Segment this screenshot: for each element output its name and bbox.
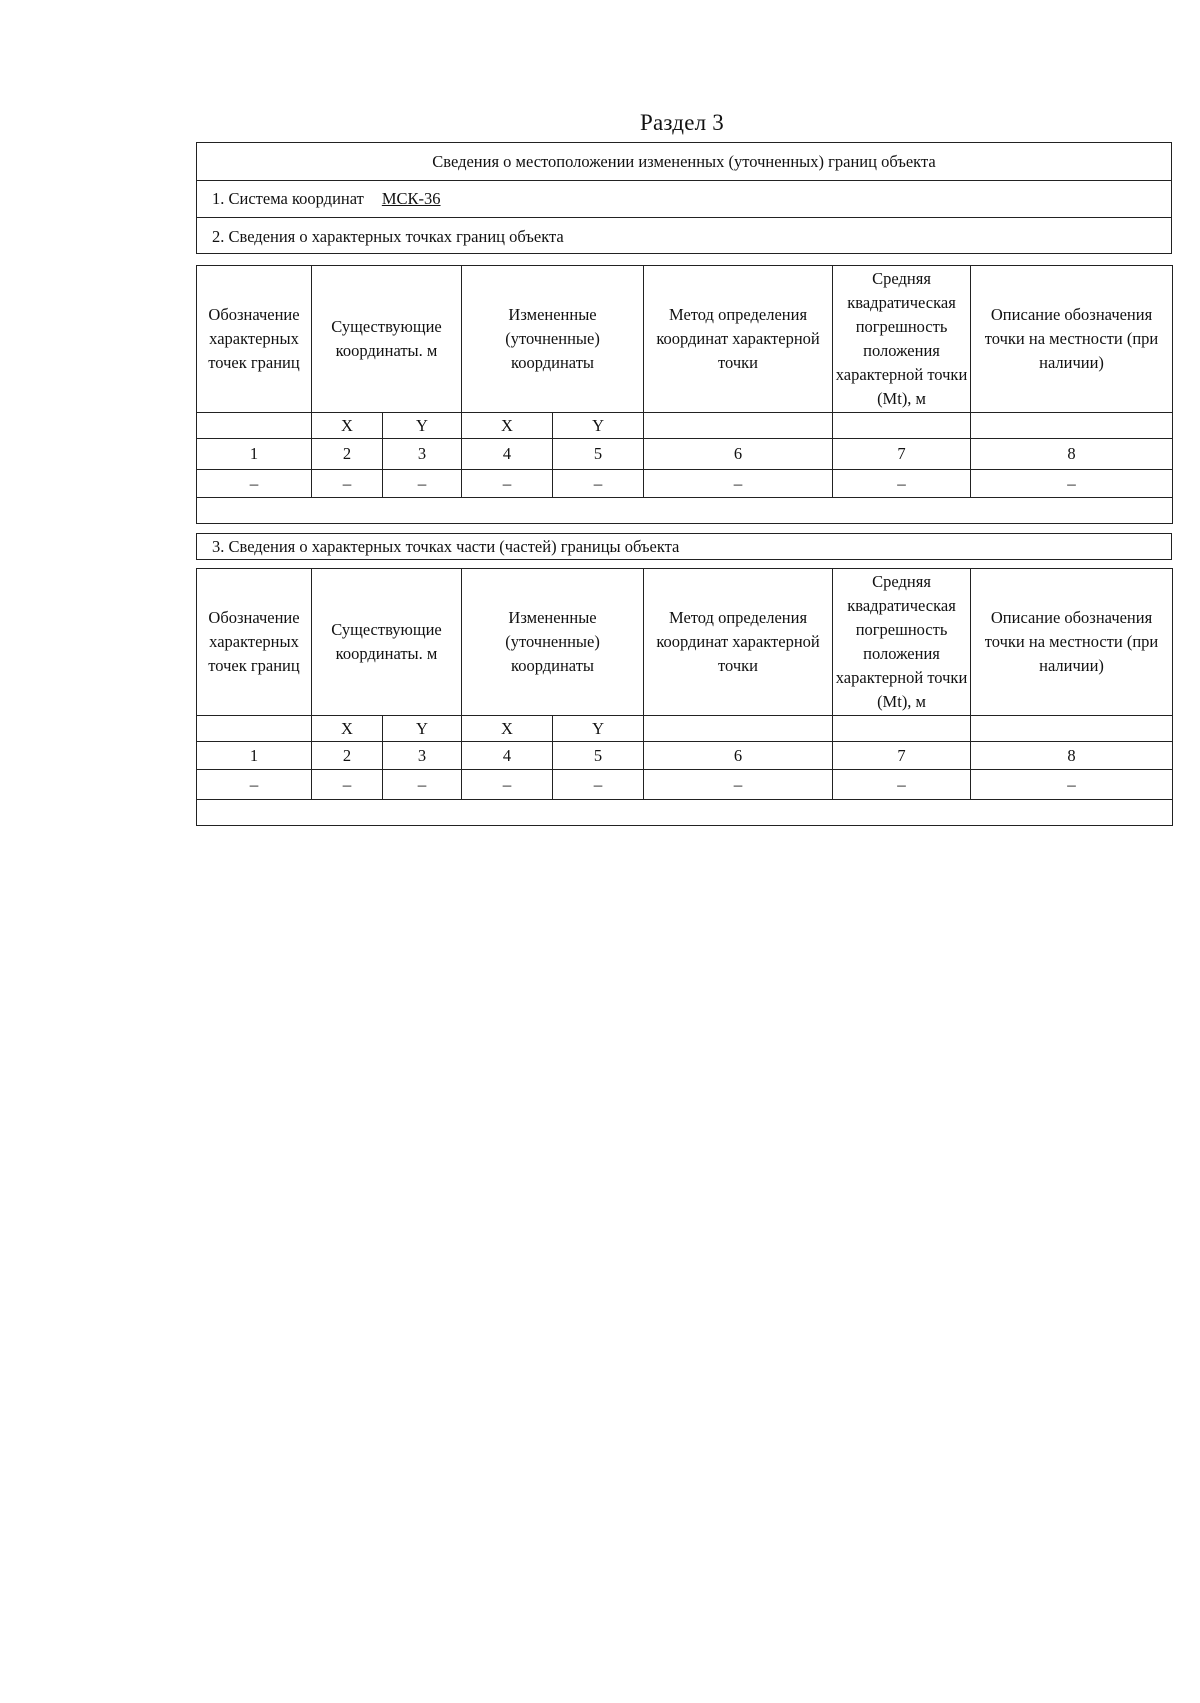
col-existing: Существующие координаты. м	[312, 569, 462, 716]
col-y: Y	[383, 716, 462, 742]
table-cell	[971, 413, 1173, 439]
col-number: 8	[971, 742, 1173, 770]
table-row	[197, 470, 1173, 498]
col-changed: Измененные (уточненные) координаты	[462, 266, 644, 413]
col-designation: Обозначение характерных точек границ	[197, 569, 312, 716]
col-number: 3	[383, 742, 462, 770]
col-y: Y	[553, 413, 644, 439]
table-empty-row	[197, 800, 1173, 826]
header-title: Сведения о местоположении измененных (уточненных) границ объекта	[197, 143, 1171, 181]
col-number: 1	[197, 439, 312, 470]
col-x: X	[462, 716, 553, 742]
table-cell: –	[462, 770, 553, 800]
table-cell: –	[312, 770, 383, 800]
col-error: Средняя квадратическая погрешность положения характерной точки (Mt), м	[833, 569, 971, 716]
table-cell: –	[383, 470, 462, 498]
table-cell: –	[971, 770, 1173, 800]
col-number: 8	[971, 439, 1173, 470]
table-cell	[833, 413, 971, 439]
col-number: 5	[553, 439, 644, 470]
section-title-text: Раздел 3	[640, 110, 724, 135]
table-cell	[197, 498, 1173, 524]
boundary-points-table	[196, 265, 1173, 524]
col-number: 1	[197, 742, 312, 770]
col-description: Описание обозначения точки на местности (при наличии)	[971, 569, 1173, 716]
table-cell: –	[833, 770, 971, 800]
table-cell	[644, 413, 833, 439]
col-description: Описание обозначения точки на местности (при наличии)	[971, 266, 1173, 413]
table-cell: –	[553, 770, 644, 800]
table-xy-row	[197, 716, 1173, 742]
table-header-row	[197, 569, 1173, 716]
table-number-row	[197, 742, 1173, 770]
table-cell	[644, 716, 833, 742]
col-number: 4	[462, 742, 553, 770]
table-empty-row	[197, 498, 1173, 524]
table-header-row	[197, 266, 1173, 413]
col-method: Метод определения координат характерной точки	[644, 266, 833, 413]
table-cell: –	[462, 470, 553, 498]
table-cell: –	[644, 470, 833, 498]
coord-system-value: МСК-36	[381, 189, 441, 208]
table-cell	[833, 716, 971, 742]
parts-heading: 3. Сведения о характерных точках части (частей) границы объекта	[196, 533, 1172, 560]
points-heading: 2. Сведения о характерных точках границ объекта	[212, 226, 564, 246]
col-existing: Существующие координаты. м	[312, 266, 462, 413]
table-cell: –	[312, 470, 383, 498]
table-row	[197, 770, 1173, 800]
col-changed: Измененные (уточненные) координаты	[462, 569, 644, 716]
col-x: X	[462, 413, 553, 439]
col-y: Y	[383, 413, 462, 439]
col-method: Метод определения координат характерной точки	[644, 569, 833, 716]
table-cell: –	[644, 770, 833, 800]
col-number: 6	[644, 742, 833, 770]
table-cell: –	[553, 470, 644, 498]
table-number-row	[197, 439, 1173, 470]
col-designation: Обозначение характерных точек границ	[197, 266, 312, 413]
table-cell: –	[197, 770, 312, 800]
table-cell	[197, 413, 312, 439]
col-number: 4	[462, 439, 553, 470]
table-cell: –	[971, 470, 1173, 498]
table-cell	[971, 716, 1173, 742]
header-box	[196, 142, 1172, 254]
table-xy-row	[197, 413, 1173, 439]
col-number: 2	[312, 439, 383, 470]
part-points-table	[196, 568, 1173, 826]
col-number: 7	[833, 742, 971, 770]
table-cell: –	[833, 470, 971, 498]
col-error: Средняя квадратическая погрешность положения характерной точки (Mt), м	[833, 266, 971, 413]
col-number: 5	[553, 742, 644, 770]
section-title	[0, 110, 1200, 136]
col-y: Y	[553, 716, 644, 742]
coord-system-label: 1. Система координат	[212, 189, 364, 208]
coord-system-row	[197, 181, 1171, 218]
col-number: 3	[383, 439, 462, 470]
col-x: X	[312, 413, 383, 439]
table-cell	[197, 800, 1173, 826]
col-number: 7	[833, 439, 971, 470]
col-number: 6	[644, 439, 833, 470]
table-cell: –	[383, 770, 462, 800]
col-number: 2	[312, 742, 383, 770]
col-x: X	[312, 716, 383, 742]
table-cell	[197, 716, 312, 742]
table-cell: –	[197, 470, 312, 498]
